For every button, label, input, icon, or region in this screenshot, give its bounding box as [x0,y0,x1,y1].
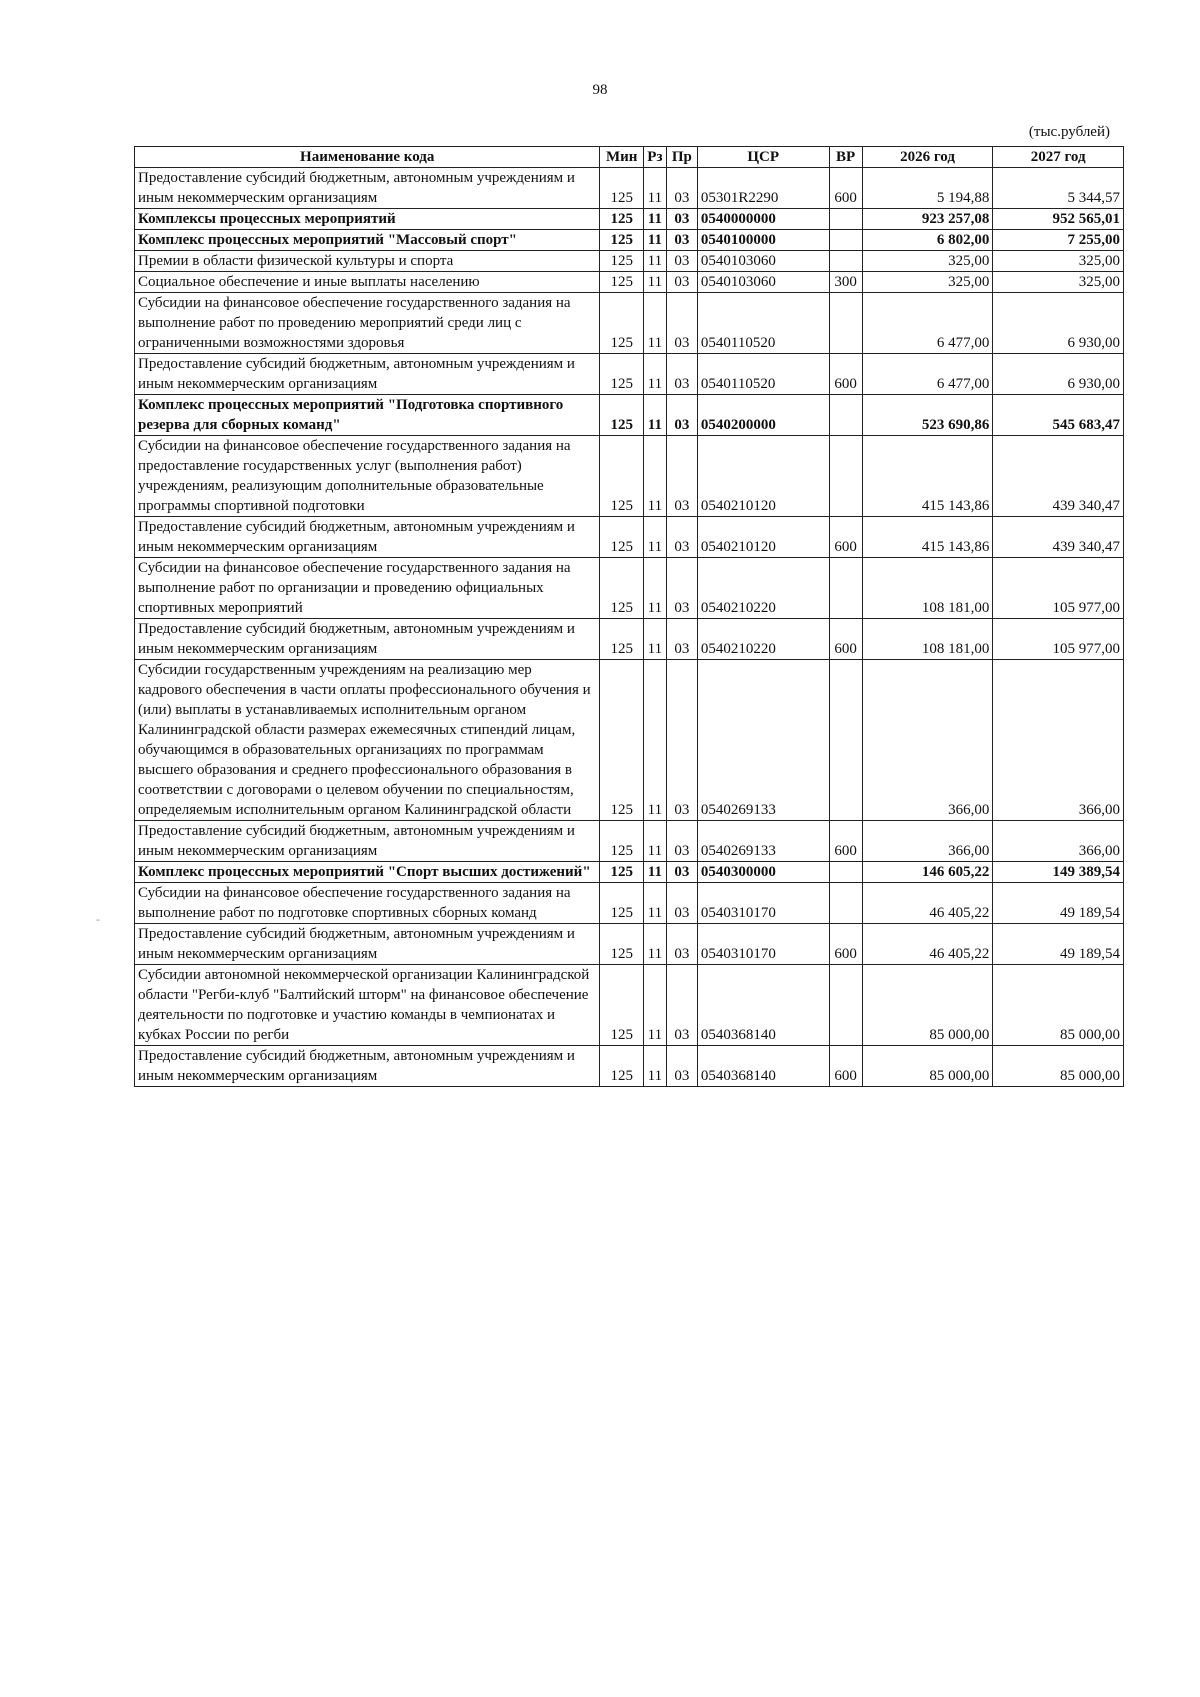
cell-2027: 325,00 [993,251,1124,272]
cell-pr: 03 [666,660,697,821]
cell-pr: 03 [666,883,697,924]
cell-2026: 523 690,86 [862,395,993,436]
cell-2027: 105 977,00 [993,619,1124,660]
header-vr: ВР [829,147,862,168]
cell-min: 125 [600,924,644,965]
cell-min: 125 [600,517,644,558]
cell-2026: 415 143,86 [862,436,993,517]
cell-2026: 366,00 [862,660,993,821]
cell-2026: 85 000,00 [862,965,993,1046]
cell-min: 125 [600,209,644,230]
cell-csr: 0540300000 [697,862,829,883]
cell-min: 125 [600,821,644,862]
cell-vr: 600 [829,517,862,558]
cell-vr [829,862,862,883]
cell-pr: 03 [666,209,697,230]
cell-rz: 11 [644,965,667,1046]
cell-name: Субсидии на финансовое обеспечение государственного задания на выполнение работ по подготовке спортивных сборных команд [135,883,600,924]
cell-csr: 0540210120 [697,517,829,558]
cell-min: 125 [600,436,644,517]
scan-mark: - [96,912,100,926]
cell-vr: 600 [829,924,862,965]
cell-2026: 325,00 [862,251,993,272]
cell-2026: 366,00 [862,821,993,862]
cell-vr [829,293,862,354]
cell-vr: 300 [829,272,862,293]
cell-csr: 0540269133 [697,821,829,862]
cell-vr: 600 [829,821,862,862]
table-body [135,168,1124,1087]
cell-csr: 0540368140 [697,965,829,1046]
header-min: Мин [600,147,644,168]
table-row [135,272,1124,293]
cell-name: Субсидии автономной некоммерческой организации Калининградской области "Регби-клуб "Балтийский шторм" на финансовое обеспечение деятельности по подготовке и участию команды в чемпионатах и кубках России по регби [135,965,600,1046]
cell-vr [829,965,862,1046]
cell-vr: 600 [829,1046,862,1087]
header-csr: ЦСР [697,147,829,168]
cell-min: 125 [600,619,644,660]
cell-2027: 149 389,54 [993,862,1124,883]
cell-csr: 0540200000 [697,395,829,436]
cell-2027: 439 340,47 [993,517,1124,558]
cell-2027: 85 000,00 [993,965,1124,1046]
table-row [135,168,1124,209]
cell-rz: 11 [644,354,667,395]
cell-2026: 85 000,00 [862,1046,993,1087]
units-label: (тыс.рублей) [1028,124,1110,140]
cell-rz: 11 [644,272,667,293]
cell-min: 125 [600,660,644,821]
cell-pr: 03 [666,272,697,293]
cell-min: 125 [600,965,644,1046]
header-2027: 2027 год [993,147,1124,168]
table-row [135,395,1124,436]
table-row [135,354,1124,395]
cell-vr [829,395,862,436]
cell-2026: 46 405,22 [862,924,993,965]
cell-min: 125 [600,558,644,619]
cell-rz: 11 [644,395,667,436]
cell-vr [829,883,862,924]
table-row [135,209,1124,230]
cell-2026: 146 605,22 [862,862,993,883]
cell-vr: 600 [829,168,862,209]
cell-rz: 11 [644,862,667,883]
cell-2026: 325,00 [862,272,993,293]
cell-pr: 03 [666,354,697,395]
cell-pr: 03 [666,924,697,965]
table-row [135,230,1124,251]
cell-pr: 03 [666,395,697,436]
cell-pr: 03 [666,821,697,862]
cell-csr: 0540269133 [697,660,829,821]
header-rz: Рз [644,147,667,168]
cell-min: 125 [600,862,644,883]
table-row [135,251,1124,272]
cell-name: Предоставление субсидий бюджетным, автономным учреждениям и иным некоммерческим организациям [135,924,600,965]
cell-2027: 439 340,47 [993,436,1124,517]
cell-rz: 11 [644,883,667,924]
cell-2027: 85 000,00 [993,1046,1124,1087]
cell-rz: 11 [644,821,667,862]
cell-name: Комплекс процессных мероприятий "Подготовка спортивного резерва для сборных команд" [135,395,600,436]
cell-min: 125 [600,230,644,251]
table-row [135,558,1124,619]
cell-name: Субсидии государственным учреждениям на реализацию мер кадрового обеспечения в части оплаты профессионального обучения и (или) выплаты в устанавливаемых исполнительным органом Калининградской области размерах ежемесячных стипендий лицам, обучающимся в образовательных организациях по программам высшего образования и среднего профессионального образования в соответствии с договорами о целевом обучении по специальностям, определяемым исполнительным органом Калининградской области [135,660,600,821]
cell-pr: 03 [666,517,697,558]
cell-name: Субсидии на финансовое обеспечение государственного задания на предоставление государственных услуг (выполнения работ) учреждениям, реализующим дополнительные образовательные программы спортивной подготовки [135,436,600,517]
header-name: Наименование кода [135,147,600,168]
table-row [135,965,1124,1046]
cell-2026: 46 405,22 [862,883,993,924]
cell-csr: 0540310170 [697,883,829,924]
cell-2027: 49 189,54 [993,924,1124,965]
cell-rz: 11 [644,660,667,821]
table-row [135,517,1124,558]
cell-csr: 0540210220 [697,619,829,660]
cell-csr: 0540210120 [697,436,829,517]
cell-2026: 415 143,86 [862,517,993,558]
cell-vr [829,251,862,272]
cell-2027: 49 189,54 [993,883,1124,924]
cell-name: Социальное обеспечение и иные выплаты населению [135,272,600,293]
cell-name: Субсидии на финансовое обеспечение государственного задания на выполнение работ по проведению мероприятий среди лиц с ограниченными возможностями здоровья [135,293,600,354]
cell-2026: 6 477,00 [862,354,993,395]
cell-2026: 5 194,88 [862,168,993,209]
cell-2027: 545 683,47 [993,395,1124,436]
cell-2026: 108 181,00 [862,619,993,660]
cell-rz: 11 [644,436,667,517]
cell-rz: 11 [644,168,667,209]
cell-name: Предоставление субсидий бюджетным, автономным учреждениям и иным некоммерческим организациям [135,168,600,209]
cell-pr: 03 [666,619,697,660]
cell-2027: 5 344,57 [993,168,1124,209]
cell-min: 125 [600,883,644,924]
page-number: 98 [592,82,608,98]
cell-name: Предоставление субсидий бюджетным, автономным учреждениям и иным некоммерческим организациям [135,1046,600,1087]
cell-min: 125 [600,272,644,293]
cell-2027: 366,00 [993,821,1124,862]
table-row [135,1046,1124,1087]
cell-2027: 325,00 [993,272,1124,293]
cell-min: 125 [600,395,644,436]
cell-pr: 03 [666,558,697,619]
table-row [135,293,1124,354]
cell-pr: 03 [666,965,697,1046]
cell-2027: 105 977,00 [993,558,1124,619]
cell-rz: 11 [644,924,667,965]
table-row [135,862,1124,883]
cell-pr: 03 [666,862,697,883]
cell-csr: 05301R2290 [697,168,829,209]
cell-pr: 03 [666,230,697,251]
cell-pr: 03 [666,251,697,272]
table-row [135,660,1124,821]
cell-name: Предоставление субсидий бюджетным, автономным учреждениям и иным некоммерческим организациям [135,354,600,395]
cell-min: 125 [600,168,644,209]
cell-pr: 03 [666,168,697,209]
cell-rz: 11 [644,558,667,619]
cell-vr: 600 [829,354,862,395]
cell-2027: 6 930,00 [993,293,1124,354]
cell-name: Комплексы процессных мероприятий [135,209,600,230]
cell-name: Предоставление субсидий бюджетным, автономным учреждениям и иным некоммерческим организациям [135,821,600,862]
cell-name: Премии в области физической культуры и спорта [135,251,600,272]
cell-name: Субсидии на финансовое обеспечение государственного задания на выполнение работ по организации и проведению официальных спортивных мероприятий [135,558,600,619]
cell-vr [829,558,862,619]
cell-csr: 0540310170 [697,924,829,965]
cell-2026: 108 181,00 [862,558,993,619]
cell-2026: 923 257,08 [862,209,993,230]
cell-vr [829,436,862,517]
cell-rz: 11 [644,293,667,354]
table-header-row [135,147,1124,168]
table-row [135,883,1124,924]
cell-csr: 0540000000 [697,209,829,230]
cell-name: Комплекс процессных мероприятий "Спорт высших достижений" [135,862,600,883]
cell-min: 125 [600,354,644,395]
table-row [135,436,1124,517]
cell-pr: 03 [666,293,697,354]
cell-name: Предоставление субсидий бюджетным, автономным учреждениям и иным некоммерческим организациям [135,619,600,660]
cell-2026: 6 477,00 [862,293,993,354]
cell-min: 125 [600,293,644,354]
cell-name: Комплекс процессных мероприятий "Массовый спорт" [135,230,600,251]
cell-2026: 6 802,00 [862,230,993,251]
cell-vr [829,209,862,230]
cell-rz: 11 [644,251,667,272]
cell-2027: 7 255,00 [993,230,1124,251]
cell-pr: 03 [666,1046,697,1087]
header-pr: Пр [666,147,697,168]
cell-rz: 11 [644,230,667,251]
cell-name: Предоставление субсидий бюджетным, автономным учреждениям и иным некоммерческим организациям [135,517,600,558]
cell-2027: 6 930,00 [993,354,1124,395]
table-row [135,619,1124,660]
cell-csr: 0540103060 [697,251,829,272]
cell-min: 125 [600,251,644,272]
cell-rz: 11 [644,209,667,230]
cell-vr [829,660,862,821]
cell-2027: 952 565,01 [993,209,1124,230]
header-2026: 2026 год [862,147,993,168]
cell-rz: 11 [644,619,667,660]
cell-vr: 600 [829,619,862,660]
cell-vr [829,230,862,251]
budget-table [134,146,1124,1087]
cell-pr: 03 [666,436,697,517]
cell-csr: 0540110520 [697,354,829,395]
cell-csr: 0540100000 [697,230,829,251]
cell-csr: 0540368140 [697,1046,829,1087]
cell-csr: 0540103060 [697,272,829,293]
table-row [135,821,1124,862]
cell-2027: 366,00 [993,660,1124,821]
cell-rz: 11 [644,1046,667,1087]
cell-min: 125 [600,1046,644,1087]
cell-csr: 0540110520 [697,293,829,354]
cell-rz: 11 [644,517,667,558]
cell-csr: 0540210220 [697,558,829,619]
table-row [135,924,1124,965]
